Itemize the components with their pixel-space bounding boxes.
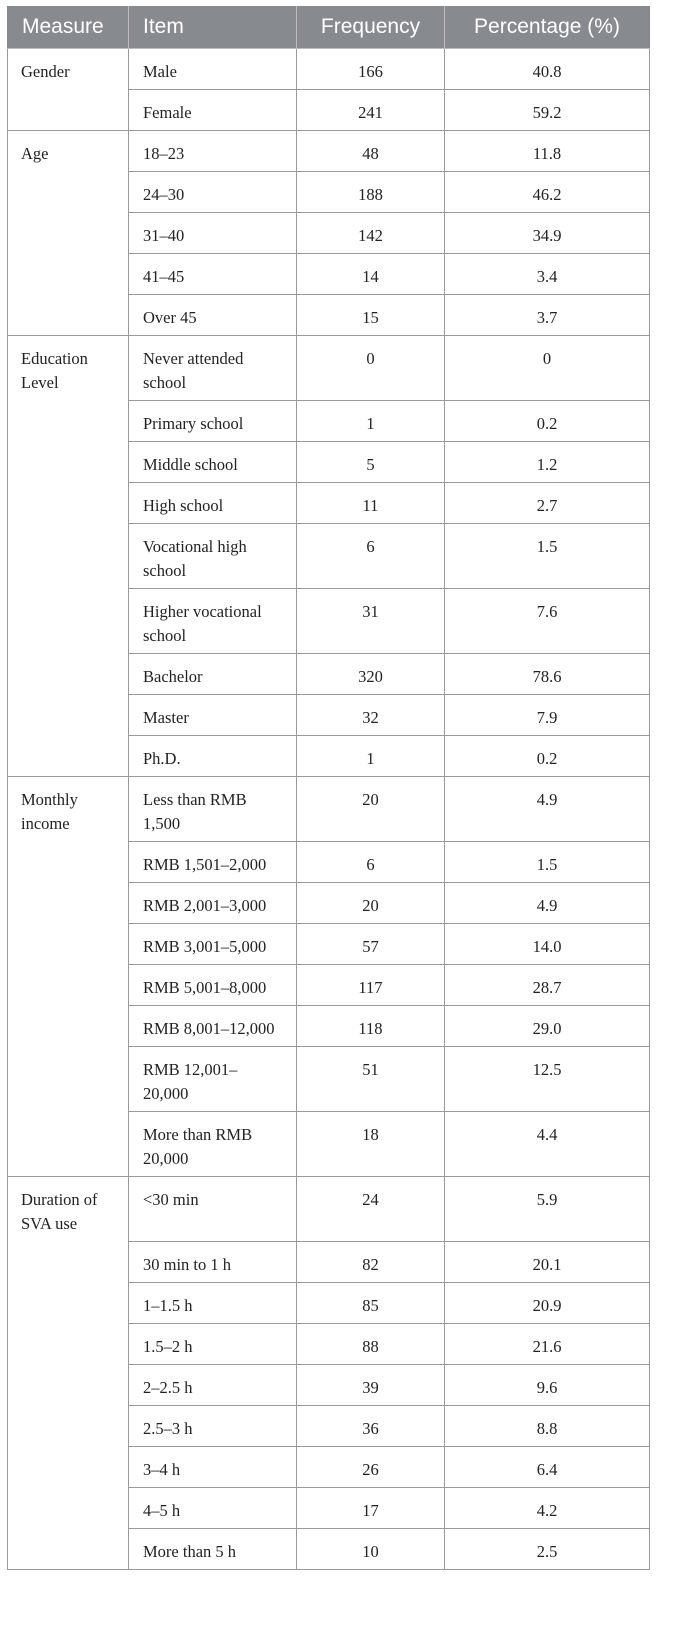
frequency-cell: 20 — [297, 777, 445, 842]
percentage-cell: 4.9 — [445, 883, 650, 924]
item-cell: Bachelor — [129, 654, 297, 695]
frequency-cell: 6 — [297, 524, 445, 589]
frequency-cell: 39 — [297, 1365, 445, 1406]
header-measure: Measure — [8, 6, 129, 49]
item-cell: Primary school — [129, 401, 297, 442]
percentage-cell: 3.7 — [445, 295, 650, 336]
frequency-cell: 14 — [297, 254, 445, 295]
table-row — [8, 777, 650, 842]
frequency-cell: 6 — [297, 842, 445, 883]
item-cell: RMB 2,001–3,000 — [129, 883, 297, 924]
percentage-cell: 20.1 — [445, 1242, 650, 1283]
item-cell: Never attended school — [129, 336, 297, 401]
frequency-cell: 82 — [297, 1242, 445, 1283]
item-cell: Over 45 — [129, 295, 297, 336]
table-row — [8, 131, 650, 172]
item-cell: 24–30 — [129, 172, 297, 213]
header-item: Item — [129, 6, 297, 49]
frequency-cell: 166 — [297, 49, 445, 90]
item-cell: 2–2.5 h — [129, 1365, 297, 1406]
percentage-cell: 4.4 — [445, 1112, 650, 1177]
percentage-cell: 1.5 — [445, 842, 650, 883]
percentage-cell: 12.5 — [445, 1047, 650, 1112]
percentage-cell: 0.2 — [445, 401, 650, 442]
frequency-cell: 1 — [297, 401, 445, 442]
item-cell: RMB 5,001–8,000 — [129, 965, 297, 1006]
percentage-cell: 8.8 — [445, 1406, 650, 1447]
item-cell: RMB 8,001–12,000 — [129, 1006, 297, 1047]
frequency-cell: 1 — [297, 736, 445, 777]
percentage-cell: 5.9 — [445, 1177, 650, 1242]
item-cell: 31–40 — [129, 213, 297, 254]
table-row — [8, 336, 650, 401]
item-cell: Female — [129, 90, 297, 131]
frequency-cell: 57 — [297, 924, 445, 965]
item-cell: Middle school — [129, 442, 297, 483]
item-cell: 41–45 — [129, 254, 297, 295]
item-cell: RMB 3,001–5,000 — [129, 924, 297, 965]
frequency-cell: 85 — [297, 1283, 445, 1324]
percentage-cell: 59.2 — [445, 90, 650, 131]
frequency-cell: 5 — [297, 442, 445, 483]
percentage-cell: 46.2 — [445, 172, 650, 213]
percentage-cell: 0.2 — [445, 736, 650, 777]
item-cell: More than RMB 20,000 — [129, 1112, 297, 1177]
percentage-cell: 34.9 — [445, 213, 650, 254]
item-cell: High school — [129, 483, 297, 524]
item-cell: 1.5–2 h — [129, 1324, 297, 1365]
item-cell: Less than RMB 1,500 — [129, 777, 297, 842]
percentage-cell: 28.7 — [445, 965, 650, 1006]
table-row — [8, 49, 650, 90]
frequency-cell: 20 — [297, 883, 445, 924]
table-header — [8, 6, 650, 49]
frequency-cell: 36 — [297, 1406, 445, 1447]
frequency-cell: 88 — [297, 1324, 445, 1365]
percentage-cell: 2.5 — [445, 1529, 650, 1570]
frequency-cell: 0 — [297, 336, 445, 401]
percentage-cell: 2.7 — [445, 483, 650, 524]
percentage-cell: 20.9 — [445, 1283, 650, 1324]
frequency-cell: 118 — [297, 1006, 445, 1047]
header-frequency: Frequency — [297, 6, 445, 49]
frequency-cell: 142 — [297, 213, 445, 254]
percentage-cell: 14.0 — [445, 924, 650, 965]
item-cell: Male — [129, 49, 297, 90]
frequency-cell: 117 — [297, 965, 445, 1006]
percentage-cell: 21.6 — [445, 1324, 650, 1365]
item-cell: 1–1.5 h — [129, 1283, 297, 1324]
item-cell: Higher vocational school — [129, 589, 297, 654]
percentage-cell: 78.6 — [445, 654, 650, 695]
table-body — [8, 49, 650, 1570]
item-cell: Ph.D. — [129, 736, 297, 777]
item-cell: RMB 1,501–2,000 — [129, 842, 297, 883]
demographics-table — [7, 6, 650, 1570]
frequency-cell: 24 — [297, 1177, 445, 1242]
frequency-cell: 18 — [297, 1112, 445, 1177]
frequency-cell: 31 — [297, 589, 445, 654]
item-cell: 4–5 h — [129, 1488, 297, 1529]
header-percentage: Percentage (%) — [445, 6, 650, 49]
percentage-cell: 3.4 — [445, 254, 650, 295]
frequency-cell: 10 — [297, 1529, 445, 1570]
frequency-cell: 17 — [297, 1488, 445, 1529]
percentage-cell: 6.4 — [445, 1447, 650, 1488]
percentage-cell: 0 — [445, 336, 650, 401]
item-cell: 2.5–3 h — [129, 1406, 297, 1447]
percentage-cell: 7.6 — [445, 589, 650, 654]
frequency-cell: 15 — [297, 295, 445, 336]
item-cell: <30 min — [129, 1177, 297, 1242]
item-cell: RMB 12,001–20,000 — [129, 1047, 297, 1112]
item-cell: 3–4 h — [129, 1447, 297, 1488]
measure-cell: Duration of SVA use — [8, 1177, 129, 1570]
frequency-cell: 188 — [297, 172, 445, 213]
frequency-cell: 320 — [297, 654, 445, 695]
frequency-cell: 32 — [297, 695, 445, 736]
percentage-cell: 29.0 — [445, 1006, 650, 1047]
item-cell: More than 5 h — [129, 1529, 297, 1570]
percentage-cell: 4.9 — [445, 777, 650, 842]
header-row — [8, 6, 650, 49]
item-cell: Vocational high school — [129, 524, 297, 589]
measure-cell: Education Level — [8, 336, 129, 777]
percentage-cell: 4.2 — [445, 1488, 650, 1529]
frequency-cell: 48 — [297, 131, 445, 172]
frequency-cell: 11 — [297, 483, 445, 524]
frequency-cell: 51 — [297, 1047, 445, 1112]
percentage-cell: 11.8 — [445, 131, 650, 172]
percentage-cell: 40.8 — [445, 49, 650, 90]
measure-cell: Age — [8, 131, 129, 336]
item-cell: 18–23 — [129, 131, 297, 172]
table-row — [8, 1177, 650, 1242]
percentage-cell: 1.2 — [445, 442, 650, 483]
frequency-cell: 241 — [297, 90, 445, 131]
item-cell: 30 min to 1 h — [129, 1242, 297, 1283]
percentage-cell: 9.6 — [445, 1365, 650, 1406]
percentage-cell: 7.9 — [445, 695, 650, 736]
measure-cell: Gender — [8, 49, 129, 131]
item-cell: Master — [129, 695, 297, 736]
measure-cell: Monthly income — [8, 777, 129, 1177]
percentage-cell: 1.5 — [445, 524, 650, 589]
frequency-cell: 26 — [297, 1447, 445, 1488]
